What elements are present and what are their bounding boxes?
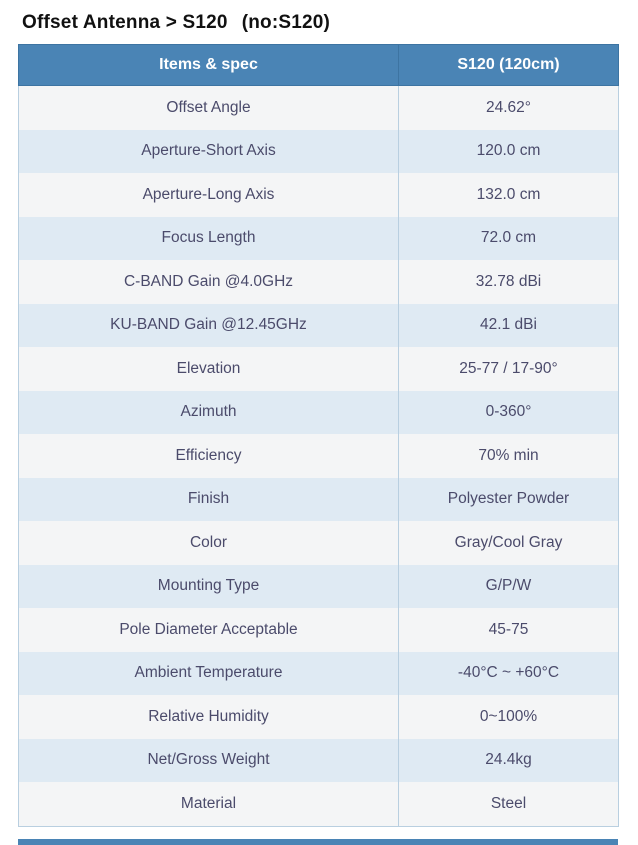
- spec-item-label: Offset Angle: [19, 86, 399, 130]
- page-title: [22, 12, 620, 34]
- spec-item-label: Color: [19, 521, 399, 565]
- spec-item-label: Elevation: [19, 347, 399, 391]
- table-row: [19, 304, 619, 348]
- spec-item-value: 45-75: [399, 608, 619, 652]
- spec-item-value: 24.62°: [399, 86, 619, 130]
- spec-item-label: Ambient Temperature: [19, 652, 399, 696]
- spec-item-label: Aperture-Short Axis: [19, 130, 399, 174]
- spec-item-label: Aperture-Long Axis: [19, 173, 399, 217]
- spec-item-value: 24.4kg: [399, 739, 619, 783]
- table-row: [19, 695, 619, 739]
- table-row: [19, 260, 619, 304]
- table-row: [19, 739, 619, 783]
- table-row: [19, 608, 619, 652]
- spec-item-value: Gray/Cool Gray: [399, 521, 619, 565]
- spec-item-label: Material: [19, 782, 399, 826]
- table-row: [19, 347, 619, 391]
- table-head: [19, 45, 619, 86]
- page-title-text: Offset Antenna > S120: [22, 12, 228, 33]
- spec-item-label: Pole Diameter Acceptable: [19, 608, 399, 652]
- spec-item-value: 132.0 cm: [399, 173, 619, 217]
- table-body: [19, 86, 619, 827]
- spec-item-value: 32.78 dBi: [399, 260, 619, 304]
- column-header-items: Items & spec: [19, 45, 399, 86]
- spec-item-value: G/P/W: [399, 565, 619, 609]
- spec-item-value: -40°C ~ +60°C: [399, 652, 619, 696]
- spec-item-label: Relative Humidity: [19, 695, 399, 739]
- table-row: [19, 434, 619, 478]
- spec-item-label: Focus Length: [19, 217, 399, 261]
- spec-item-label: Azimuth: [19, 391, 399, 435]
- spec-item-value: 70% min: [399, 434, 619, 478]
- spec-item-value: 0-360°: [399, 391, 619, 435]
- table-row: [19, 565, 619, 609]
- spec-item-value: 120.0 cm: [399, 130, 619, 174]
- table-row: [19, 217, 619, 261]
- spec-item-value: 0~100%: [399, 695, 619, 739]
- spec-item-label: Mounting Type: [19, 565, 399, 609]
- spec-item-value: Steel: [399, 782, 619, 826]
- spec-item-value: 72.0 cm: [399, 217, 619, 261]
- table-header-row: [19, 45, 619, 86]
- spec-item-label: Net/Gross Weight: [19, 739, 399, 783]
- model-number: (no:S120): [241, 12, 331, 33]
- table-row: [19, 478, 619, 522]
- spec-item-label: KU-BAND Gain @12.45GHz: [19, 304, 399, 348]
- table-row: [19, 173, 619, 217]
- spec-item-label: C-BAND Gain @4.0GHz: [19, 260, 399, 304]
- column-header-model: S120 (120cm): [399, 45, 619, 86]
- spec-item-value: 42.1 dBi: [399, 304, 619, 348]
- specification-table: [18, 44, 619, 827]
- table-row: [19, 782, 619, 826]
- table-row: [19, 86, 619, 130]
- table-row: [19, 521, 619, 565]
- table-row: [19, 130, 619, 174]
- spec-item-label: Finish: [19, 478, 399, 522]
- footer-rule: [18, 839, 618, 845]
- spec-item-value: Polyester Powder: [399, 478, 619, 522]
- table-row: [19, 391, 619, 435]
- table-row: [19, 652, 619, 696]
- spec-item-value: 25-77 / 17-90°: [399, 347, 619, 391]
- spec-item-label: Efficiency: [19, 434, 399, 478]
